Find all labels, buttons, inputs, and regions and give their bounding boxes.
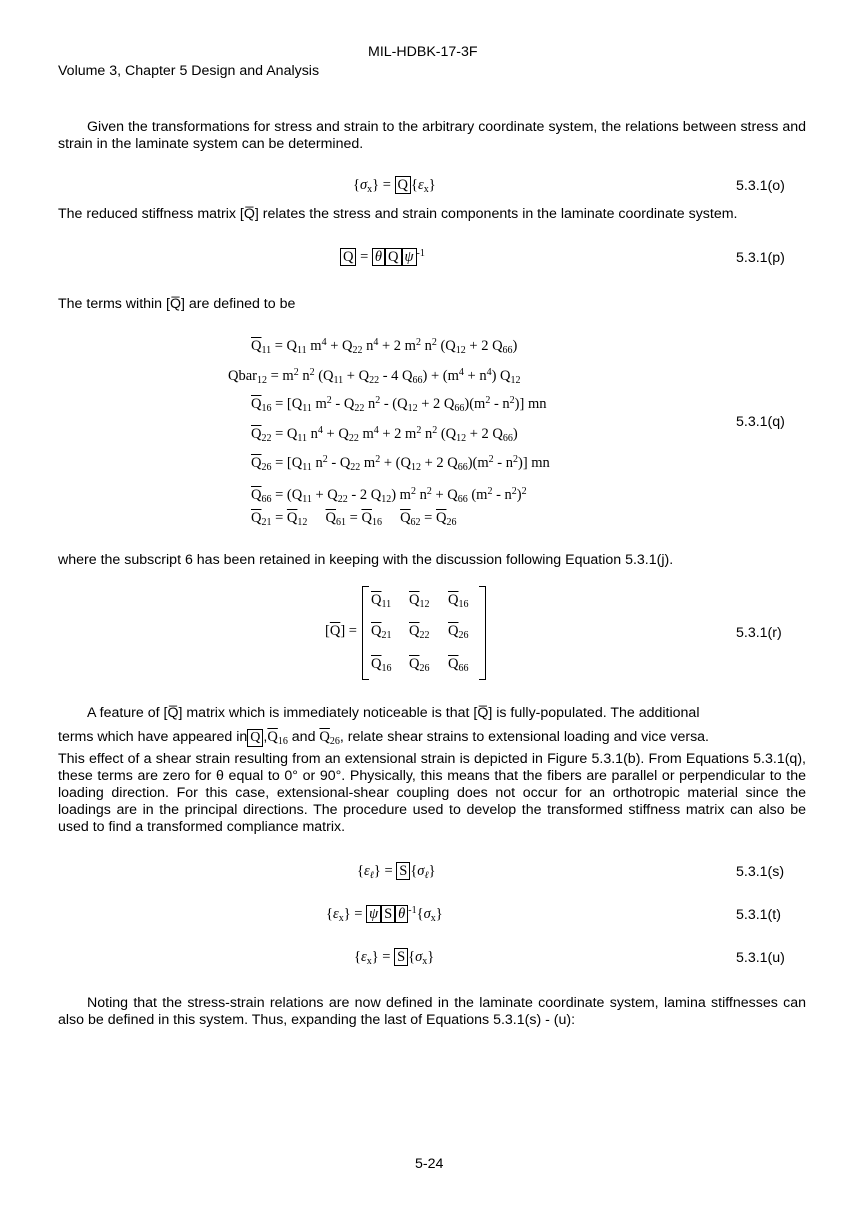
eq-q-line-66: $\overline{Q}_{66} = (Q_{11} + Q_{22} - 2$ $Q_{12}$) $m^2$ $n^2 + Q_{66}$ $(m^2 - n^2)^2$ [251,486,527,505]
feature-text-pre: terms which have appeared in [58,729,248,745]
paragraph-feature-line1: A feature of [Q̅] matrix which is immediately noticeable is that [Q̅] is fully-populated. The additional [87,705,700,721]
feature-text-mid: and [291,729,316,745]
matrix-r-lhs: $[\overline{Q}]$ = [325,623,357,639]
paragraph-reduced-stiffness: The reduced stiffness matrix [Q̅] relates the stress and strain components in the laminate coordinate system. [58,206,738,222]
matrix-cell: $\overline{Q}_{11}$ [371,592,392,610]
eq-q-line-16: $\overline{Q}_{16} = [Q_{11}$ $m^2 - Q_{22}$ $n^2 - (Q_{12} + 2$ $Q_{66})(m^2 - n^2)$] mn [251,395,547,414]
paragraph-terms-defined: The terms within [Q̅] are defined to be [58,296,296,312]
eq-q-line-26: $\overline{Q}_{26} = [Q_{11}$ $n^2 - Q_{22}$ $m^2 + (Q_{12} + 2$ $Q_{66})(m^2 - n^2)$] mn [251,454,550,473]
matrix-cell: $\overline{Q}_{21}$ [371,623,392,641]
feature-text-post: , relate shear strains to extensional loading and vice versa. [339,729,709,745]
chapter-heading: Volume 3, Chapter 5 Design and Analysis [58,63,320,79]
equation-label-t: 5.3.1(t) [736,907,781,923]
matrix-cell: $\overline{Q}_{26}$ [409,656,430,674]
document-id: MIL-HDBK-17-3F [368,44,478,60]
equation-u: $\{\varepsilon_x\} = \overline{S}$ $\{\sigma_x\}$ [354,949,435,967]
eq-q-line-22: $\overline{Q}_{22} = Q_{11}$ $n^4 + Q_{22}$ $m^4 + 2$ $m^2$ $n^2$ ($Q_{12} + 2$ $Q_{66}$) [251,425,518,444]
matrix-cell: $\overline{Q}_{66}$ [448,656,469,674]
paragraph-feature-body: This effect of a shear strain resulting from an extensional strain is depicted in Figure 5.3.1(b). From Equations 5.3.1(q), these terms are zero for θ equal to 0° or 90°. Physically, this means that the fibers are parallel or perpendicular to the loading direction. For this case, extensional-shear coupling does not occur for an orthotropic material since the loadings are in the principal directions. The procedure used to develop the transformed stiffness matrix can also be used to find a transformed compliance matrix. [58,751,806,835]
equation-label-u: 5.3.1(u) [736,950,785,966]
matrix-cell: $\overline{Q}_{16}$ [448,592,469,610]
matrix-right-bracket [479,586,486,680]
matrix-r [362,586,486,680]
matrix-cell: $\overline{Q}_{16}$ [371,656,392,674]
matrix-cell: $\overline{Q}_{22}$ [409,623,430,641]
matrix-left-bracket [362,586,369,680]
equation-label-p: 5.3.1(p) [736,250,785,266]
equation-o: $\{\sigma_x\} = \overline{Q}$ $\{\varepsilon_x\}$ [353,177,436,195]
equation-p: $\overline{Q} = \theta$ Q ψ $^{-1}$ [340,248,425,266]
page-number: 5-24 [415,1156,444,1172]
matrix-cell: $\overline{Q}_{26}$ [448,623,469,641]
eq-q-line-symmetry: $\overline{Q}_{21} = \overline{Q}_{12}$ $\overline{Q}_{61} = \overline{Q}_{16}$ $\overline{Q}_{62} = \overline{Q}_{26}$ [251,510,457,528]
eq-q-line-11: $\overline{Q}_{11} = Q_{11}$ $m^4 + Q_{22}$ $n^4 + 2$ $m^2$ $n^2$ ($Q_{12} + 2$ $Q_{66}$) [251,337,518,356]
matrix-cell: $\overline{Q}_{12}$ [409,592,430,610]
paragraph-noting: Noting that the stress-strain relations are now defined in the laminate coordinate system, lamina stiffnesses can also be defined in this system. Thus, expanding the last of Equations 5.3.1(s) - (u): [58,995,806,1028]
equation-t: $\{\varepsilon_x\} = \psi$ S θ $^{-1}\{\sigma_x\}$ [326,905,443,924]
eq-q-line-12: Qbar$_{12}$ = $m^2$ $n^2$ ($Q_{11} + Q_{22} - 4$ $Q_{66}) + (m^4 + n^4)$ $Q_{12}$ [228,367,521,386]
equation-label-r: 5.3.1(r) [736,625,782,641]
equation-label-s: 5.3.1(s) [736,864,785,880]
paragraph-intro: Given the transformations for stress and strain to the arbitrary coordinate system, the relations between stress and strain in the laminate system can be determined. [58,119,806,152]
paragraph-subscript-note: where the subscript 6 has been retained in keeping with the discussion following Equation 5.3.1(j). [58,552,674,568]
paragraph-feature-line2: terms which have appeared in $\overline{Q}$ $,\overline{Q}_{16}$ and $\overline{Q}_{26}$, relate shear strains to extensional loading and vice versa. [58,729,709,747]
equation-label-o: 5.3.1(o) [736,178,785,194]
equation-s: $\{\varepsilon_\ell\} = S$ $\{\sigma_\ell\}$ [357,863,436,881]
equation-label-q: 5.3.1(q) [736,414,785,430]
qbar12-label: Qbar [228,368,257,384]
